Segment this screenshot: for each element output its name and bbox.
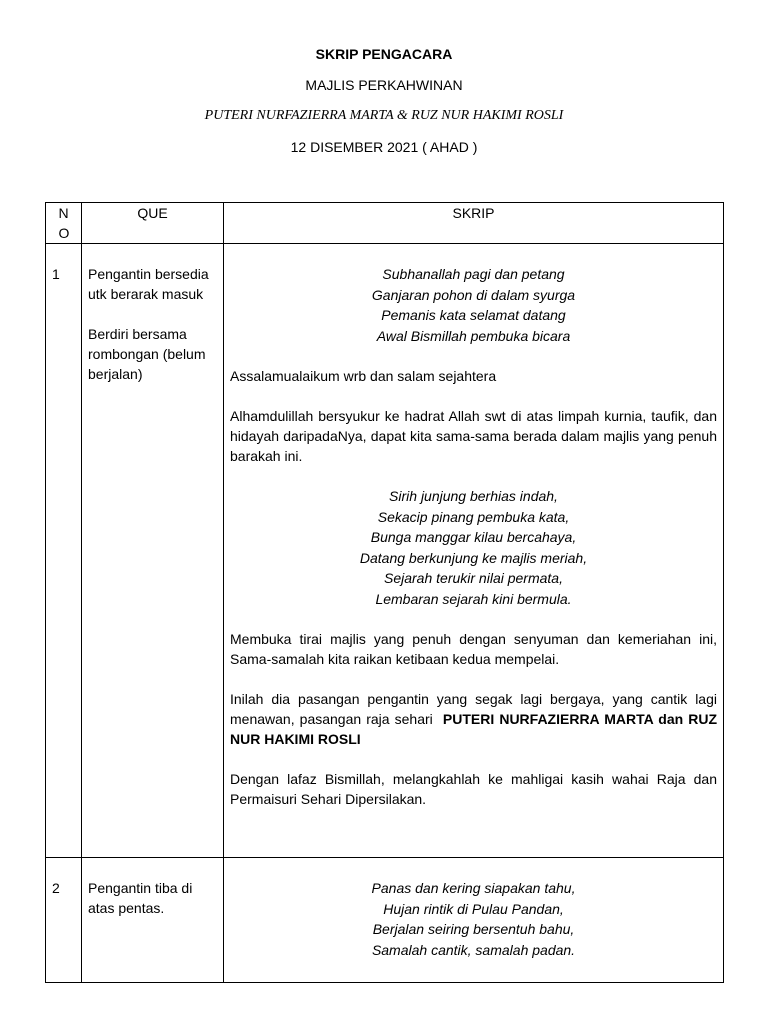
verse-line: Sejarah terukir nilai permata, [384, 570, 563, 586]
column-header-que: QUE [82, 203, 224, 244]
verse-line: Panas dan kering siapakan tahu, [371, 880, 576, 896]
skrip-cell [224, 858, 724, 983]
cue-text: Pengantin bersedia utk berarak masuk [88, 266, 209, 302]
verse-line: Bunga manggar kilau bercahaya, [370, 529, 577, 545]
verse-line: Hujan rintik di Pulau Pandan, [383, 900, 564, 917]
row-number: 1 [46, 244, 82, 858]
couple-names: PUTERI NURFAZIERRA MARTA & RUZ NUR HAKIMI ROSLI [204, 108, 564, 123]
verse-line: Sirih junjung berhias indah, [389, 488, 558, 504]
column-header-skrip: SKRIP [224, 203, 724, 244]
pantun-verse [230, 878, 717, 960]
script-table [45, 202, 724, 983]
verse-line: Awal Bismillah pembuka bicara [376, 327, 571, 344]
verse-line: Datang berkunjung ke majlis meriah, [359, 549, 588, 566]
script-paragraph: Membuka tirai majlis yang penuh dengan senyuman dan kemeriahan ini, Sama-samalah kita raikan ketibaan kedua mempelai. [230, 631, 717, 667]
verse-line: Subhanallah pagi dan petang [382, 266, 565, 282]
event-name: MAJLIS PERKAHWINAN [305, 77, 463, 93]
table-row [46, 858, 724, 983]
cue-text: Berdiri bersama rombongan (belum berjalan) [88, 326, 206, 382]
script-paragraph: Dengan lafaz Bismillah, melangkahlah ke mahligai kasih wahai Raja dan Permaisuri Sehari Dipersilakan. [230, 771, 717, 807]
table-row [46, 244, 724, 858]
document-title: SKRIP PENGACARA [315, 46, 453, 62]
verse-line: Sekacip pinang pembuka kata, [377, 508, 570, 525]
couple-names-bold: PUTERI NURFAZIERRA MARTA dan RUZ NUR HAKIMI ROSLI [230, 711, 717, 747]
verse-line: Samalah cantik, samalah padan. [371, 941, 576, 958]
cue-text: Pengantin tiba di atas pentas. [88, 880, 193, 916]
column-header-no: NO [46, 203, 82, 244]
verse-line: Berjalan seiring bersentuh bahu, [372, 921, 575, 937]
script-paragraph: Assalamualaikum wrb dan salam sejahtera [230, 368, 497, 384]
skrip-cell [224, 244, 724, 858]
row-number: 2 [46, 858, 82, 983]
event-date: 12 DISEMBER 2021 ( AHAD ) [290, 139, 478, 155]
pantun-verse [230, 486, 717, 609]
que-cell [82, 858, 224, 983]
table-header-row [46, 203, 724, 244]
verse-line: Lembaran sejarah kini bermula. [375, 590, 572, 607]
pantun-verse [230, 264, 717, 346]
script-paragraph: Alhamdulillah bersyukur ke hadrat Allah swt di atas limpah kurnia, taufik, dan hidayah daripadaNya, dapat kita sama-sama berada dalam majlis yang penuh barakah ini. [230, 408, 717, 464]
paragraph-text: Inilah dia pasangan pengantin yang segak lagi bergaya, yang cantik lagi menawan, pasangan raja sehari [230, 691, 717, 727]
verse-line: Ganjaran pohon di dalam syurga [371, 286, 576, 303]
verse-line: Pemanis kata selamat datang [381, 307, 566, 323]
que-cell [82, 244, 224, 858]
script-paragraph [230, 689, 717, 749]
